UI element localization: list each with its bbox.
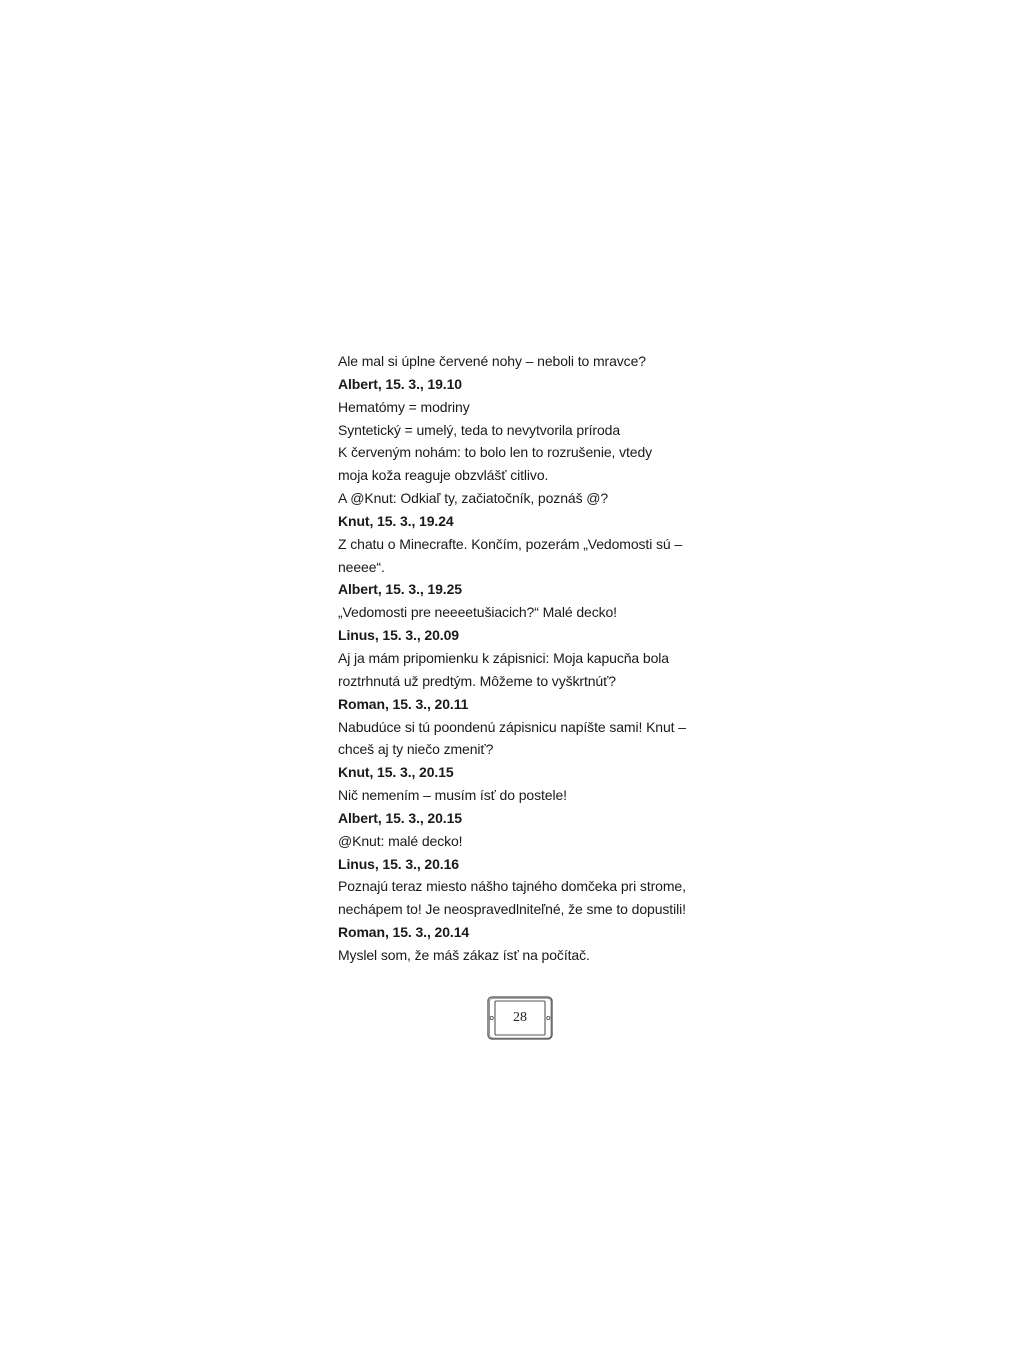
message-line: A @Knut: Odkiaľ ty, začiatočník, poznáš @? xyxy=(338,490,609,507)
message-header: Linus, 15. 3., 20.09 xyxy=(338,627,459,644)
message-line: K červeným nohám: to bolo len to rozrušenie, vtedy xyxy=(338,444,653,461)
message-header: Albert, 15. 3., 19.10 xyxy=(338,375,462,392)
message-line: Z chatu o Minecrafte. Končím, pozerám „Vedomosti sú – xyxy=(338,535,683,552)
message-header: Roman, 15. 3., 20.11 xyxy=(338,695,469,712)
message-line: Hematómy = modriny xyxy=(338,398,470,415)
page-number: 28 xyxy=(513,1010,527,1025)
message-line: roztrhnutá už predtým. Môžeme to vyškrtnúť? xyxy=(338,672,616,689)
page-number-badge xyxy=(486,995,554,1041)
message-line: Poznajú teraz miesto nášho tajného domčeka pri strome, xyxy=(338,878,686,895)
message-header: Albert, 15. 3., 20.15 xyxy=(338,809,462,826)
message-line: moja koža reaguje obzvlášť citlivo. xyxy=(338,467,549,484)
message-line: @Knut: malé decko! xyxy=(338,832,463,849)
message-line: Myslel som, že máš zákaz ísť na počítač. xyxy=(338,946,590,963)
message-line: neeee“. xyxy=(338,558,385,575)
message-header: Roman, 15. 3., 20.14 xyxy=(338,924,470,941)
message-header: Linus, 15. 3., 20.16 xyxy=(338,855,459,872)
message-line: nechápem to! Je neospravedlniteľné, že sme to dopustili! xyxy=(338,901,686,918)
message-header: Albert, 15. 3., 19.25 xyxy=(338,581,462,598)
message-line: Ale mal si úplne červené nohy – neboli to mravce? xyxy=(338,353,646,369)
message-line: „Vedomosti pre neeeetušiacich?“ Malé decko! xyxy=(338,604,617,621)
message-line: Nabudúce si tú poondenú zápisnicu napíšte sami! Knut – xyxy=(338,718,686,735)
message-line: Nič nemením – musím ísť do postele! xyxy=(338,787,567,804)
message-header: Knut, 15. 3., 19.24 xyxy=(338,512,454,529)
message-line: Aj ja mám pripomienku k zápisnici: Moja kapucňa bola xyxy=(338,649,669,666)
chat-transcript xyxy=(338,350,708,967)
message-line: chceš aj ty niečo zmeniť? xyxy=(338,741,494,758)
message-header: Knut, 15. 3., 20.15 xyxy=(338,764,454,781)
message-line: Syntetický = umelý, teda to nevytvorila príroda xyxy=(338,421,621,438)
